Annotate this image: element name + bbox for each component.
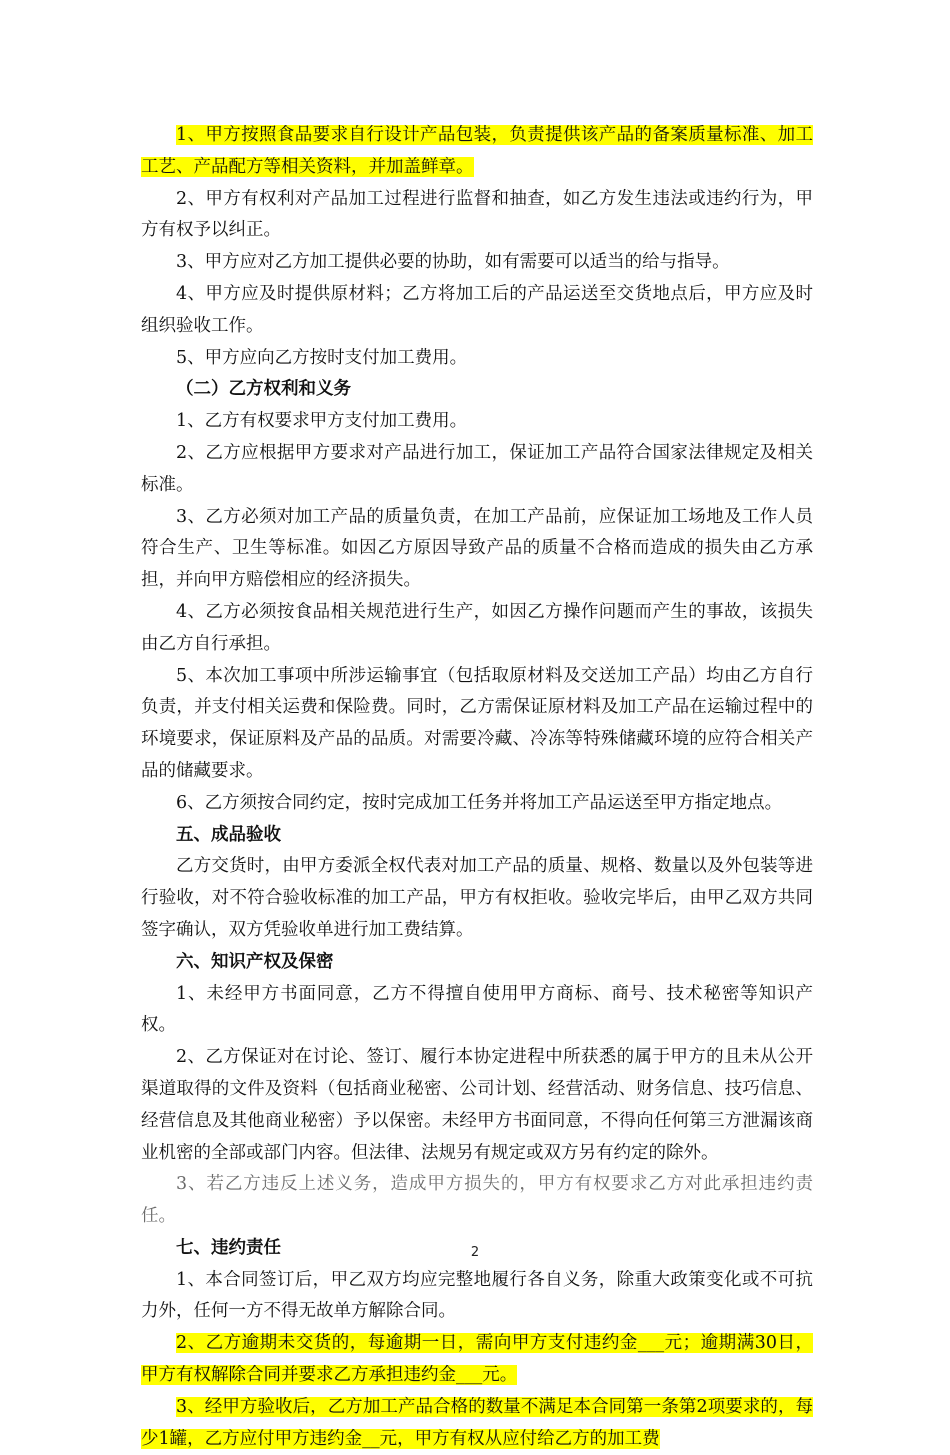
highlighted-text: 1、甲方按照食品要求自行设计产品包装，负责提供该产品的备案质量标准、加工工艺、产品配方等相关资料，并加盖鲜章。 xyxy=(141,125,813,177)
paragraph-a2: 2、甲方有权利对产品加工过程进行监督和抽查，如乙方发生违法或违约行为，甲方有权予以纠正。 xyxy=(141,188,813,241)
paragraph-b6: 6、乙方须按合同约定，按时完成加工任务并将加工产品运送至甲方指定地点。 xyxy=(176,792,783,813)
heading-ip-confidentiality: 六、知识产权及保密 xyxy=(176,951,334,972)
heading-liability: 七、违约责任 xyxy=(176,1237,281,1258)
highlighted-text: 3、经甲方验收后，乙方加工产品合格的数量不满足本合同第一条第2项要求的，每少1罐，乙方应付甲方违约金__元，甲方有权从应付给乙方的加工费 xyxy=(141,1396,813,1449)
paragraph-ip2: 2、乙方保证对在讨论、签订、履行本协定进程中所获悉的属于甲方的且未从公开渠道取得的文件及资料（包括商业秘密、公司计划、经营活动、财务信息、技巧信息、经营信息及其他商业秘密）予以保密。未经甲方书面同意，不得向任何第三方泄漏该商业机密的全部或部门内容。但法律、法规另有规定或双方另有约定的除外。 xyxy=(141,1047,813,1163)
paragraph-b2: 2、乙方应根据甲方要求对产品进行加工，保证加工产品符合国家法律规定及相关标准。 xyxy=(141,442,813,495)
paragraph-a3: 3、甲方应对乙方加工提供必要的协助，如有需要可以适当的给与指导。 xyxy=(176,252,730,273)
paragraph-acceptance: 乙方交货时，由甲方委派全权代表对加工产品的质量、规格、数量以及外包装等进行验收，对不符合验收标准的加工产品，甲方有权拒收。验收完毕后，由甲乙双方共同签字确认，双方凭验收单进行加工费结算。 xyxy=(141,856,813,940)
highlighted-text: 2、乙方逾期未交货的，每逾期一日，需向甲方支付违约金___元；逾期满30日，甲方有权解除合同并要求乙方承担违约金___元。 xyxy=(141,1333,813,1386)
paragraph-liability2 xyxy=(141,1328,813,1392)
page-number: 2 xyxy=(470,1245,480,1260)
paragraph-a5: 5、甲方应向乙方按时支付加工费用。 xyxy=(176,347,468,368)
paragraph-b3: 3、乙方必须对加工产品的质量负责，在加工产品前，应保证加工场地及工作人员符合生产、卫生等标准。如因乙方原因导致产品的质量不合格而造成的损失由乙方承担，并向甲方赔偿相应的经济损失。 xyxy=(141,506,813,591)
paragraph-ip3: 3、若乙方违反上述义务，造成甲方损失的，甲方有权要求乙方对此承担违约责任。 xyxy=(141,1174,813,1227)
heading-acceptance: 五、成品验收 xyxy=(176,824,281,845)
paragraph-b1: 1、乙方有权要求甲方支付加工费用。 xyxy=(176,411,468,432)
paragraph-liability3 xyxy=(141,1392,813,1455)
subheading-party-b: （二）乙方权利和义务 xyxy=(176,379,351,400)
paragraph-liability1: 1、本合同签订后，甲乙双方均应完整地履行各自义务，除重大政策变化或不可抗力外，任何一方不得无故单方解除合同。 xyxy=(141,1269,813,1322)
paragraph-a4: 4、甲方应及时提供原材料；乙方将加工后的产品运送至交货地点后，甲方应及时组织验收工作。 xyxy=(141,283,813,336)
paragraph-b4: 4、乙方必须按食品相关规范进行生产，如因乙方操作问题而产生的事故，该损失由乙方自行承担。 xyxy=(141,601,813,654)
paragraph-a1 xyxy=(141,120,813,184)
paragraph-b5: 5、本次加工事项中所涉运输事宜（包括取原材料及交送加工产品）均由乙方自行负责，并支付相关运费和保险费。同时，乙方需保证原材料及加工产品在运输过程中的环境要求，保证原料及产品的品质。对需要冷藏、冷冻等特殊储藏环境的应符合相关产品的储藏要求。 xyxy=(141,665,813,781)
paragraph-ip1: 1、未经甲方书面同意，乙方不得擅自使用甲方商标、商号、技术秘密等知识产权。 xyxy=(141,983,813,1036)
